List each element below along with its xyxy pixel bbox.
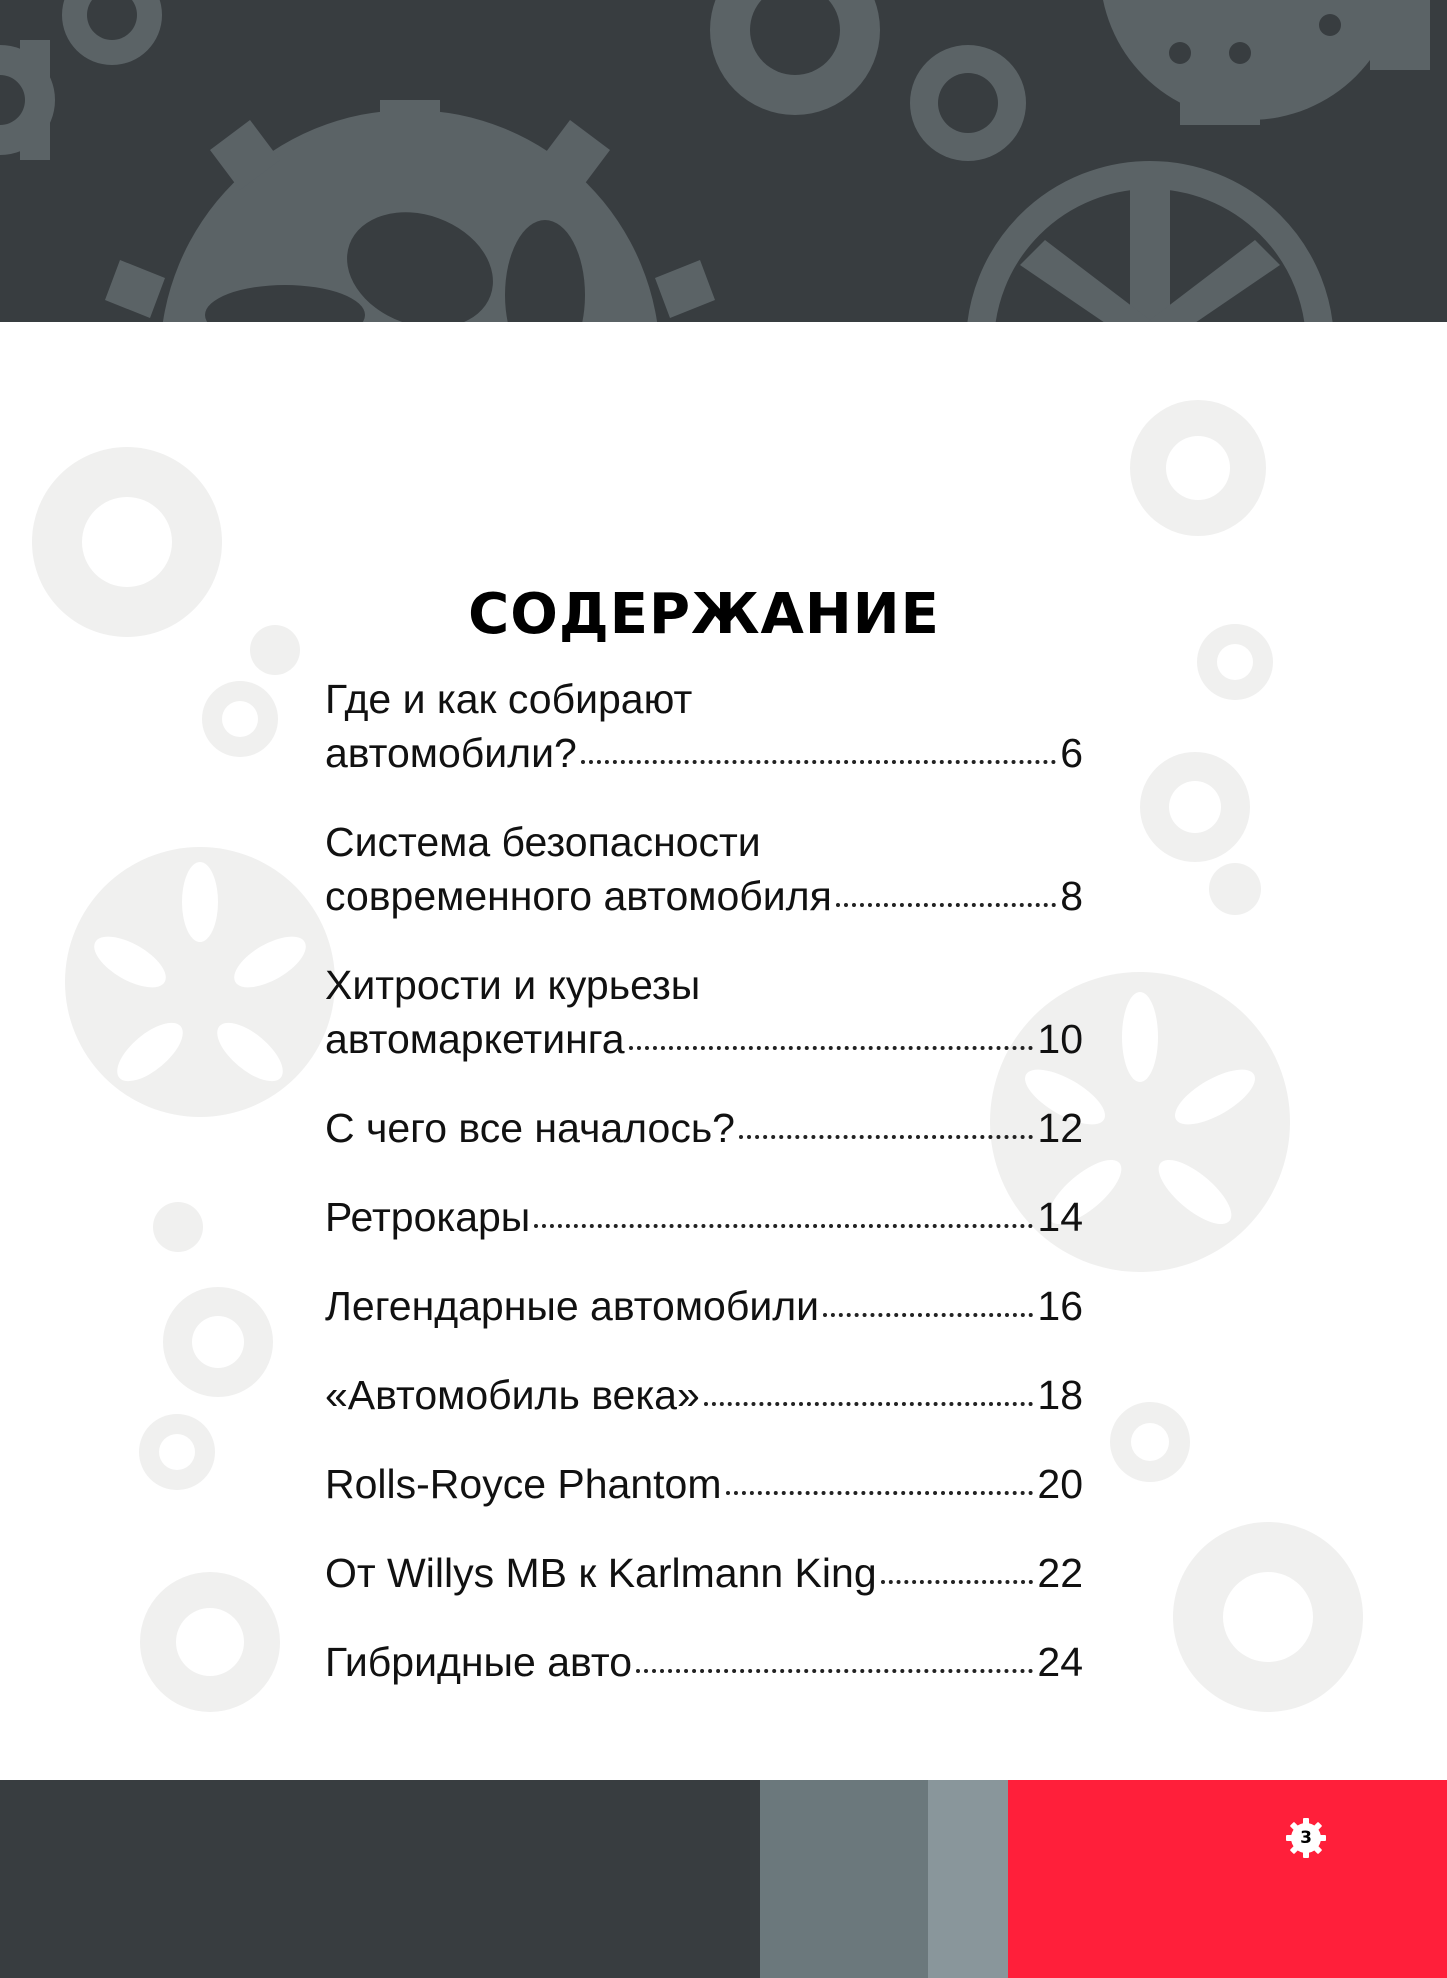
toc-title: СОДЕРЖАНИЕ <box>468 582 940 647</box>
toc-entry-page: 6 <box>1060 730 1083 776</box>
toc-entry-page: 8 <box>1060 873 1083 919</box>
leader-dots <box>636 1669 1033 1673</box>
wheel-icon <box>980 175 1320 322</box>
toc-entry-page: 18 <box>1037 1372 1083 1418</box>
toc-entry-page: 24 <box>1037 1639 1083 1685</box>
toc-entry-page: 20 <box>1037 1461 1083 1507</box>
toc-entry <box>325 958 1083 1066</box>
toc-entry <box>325 1279 1083 1333</box>
leader-dots <box>629 1046 1034 1050</box>
gear-icon <box>1100 0 1430 125</box>
toc-entry-title: современного автомобиля <box>325 873 832 919</box>
table-of-contents <box>325 580 1083 1724</box>
toc-entry-title: От Willys MB к Karlmann King <box>325 1550 877 1596</box>
toc-entry <box>325 1457 1083 1511</box>
page-number: 3 <box>1300 1828 1312 1848</box>
toc-entry <box>325 815 1083 923</box>
leader-dots <box>836 903 1056 907</box>
toc-entry <box>325 672 1083 780</box>
toc-entry <box>325 1101 1083 1155</box>
leader-dots <box>739 1135 1033 1139</box>
toc-entry-title: Ретрокары <box>325 1194 531 1240</box>
footer-block-light <box>928 1780 1008 1978</box>
toc-entry-title: С чего все началось? <box>325 1105 735 1151</box>
toc-entry <box>325 1546 1083 1600</box>
page-number-badge <box>1286 1818 1326 1858</box>
toc-entry-page: 22 <box>1037 1550 1083 1596</box>
footer-block-accent <box>1008 1780 1447 1978</box>
leader-dots <box>704 1402 1034 1406</box>
footer-block-mid <box>760 1780 928 1978</box>
toc-entry <box>325 1190 1083 1244</box>
toc-entry <box>325 1368 1083 1422</box>
toc-entry <box>325 1635 1083 1689</box>
leader-dots <box>881 1580 1034 1584</box>
toc-entry-page: 16 <box>1037 1283 1083 1329</box>
toc-entry-page: 12 <box>1037 1105 1083 1151</box>
leader-dots <box>581 760 1056 764</box>
leader-dots <box>726 1491 1034 1495</box>
footer-block-dark <box>0 1780 760 1978</box>
toc-entry-title-line1: Система безопасности <box>325 819 761 865</box>
toc-entry-title: Rolls-Royce Phantom <box>325 1461 722 1507</box>
toc-entry-title: автомобили? <box>325 730 577 776</box>
toc-entry-title-line1: Где и как собирают <box>325 676 693 722</box>
toc-entry-title: «Автомобиль века» <box>325 1372 700 1418</box>
footer-band <box>0 1780 1447 1978</box>
leader-dots <box>534 1224 1033 1228</box>
leader-dots <box>823 1313 1033 1317</box>
toc-entry-page: 10 <box>1037 1016 1083 1062</box>
toc-entry-page: 14 <box>1037 1194 1083 1240</box>
toc-entry-title: автомаркетинга <box>325 1016 625 1062</box>
gears-decoration <box>0 0 1447 322</box>
toc-entry-title: Легендарные автомобили <box>325 1283 820 1329</box>
toc-entry-title: Гибридные авто <box>325 1639 633 1685</box>
header-banner <box>0 0 1447 322</box>
toc-entry-title-line1: Хитрости и курьезы <box>325 962 701 1008</box>
